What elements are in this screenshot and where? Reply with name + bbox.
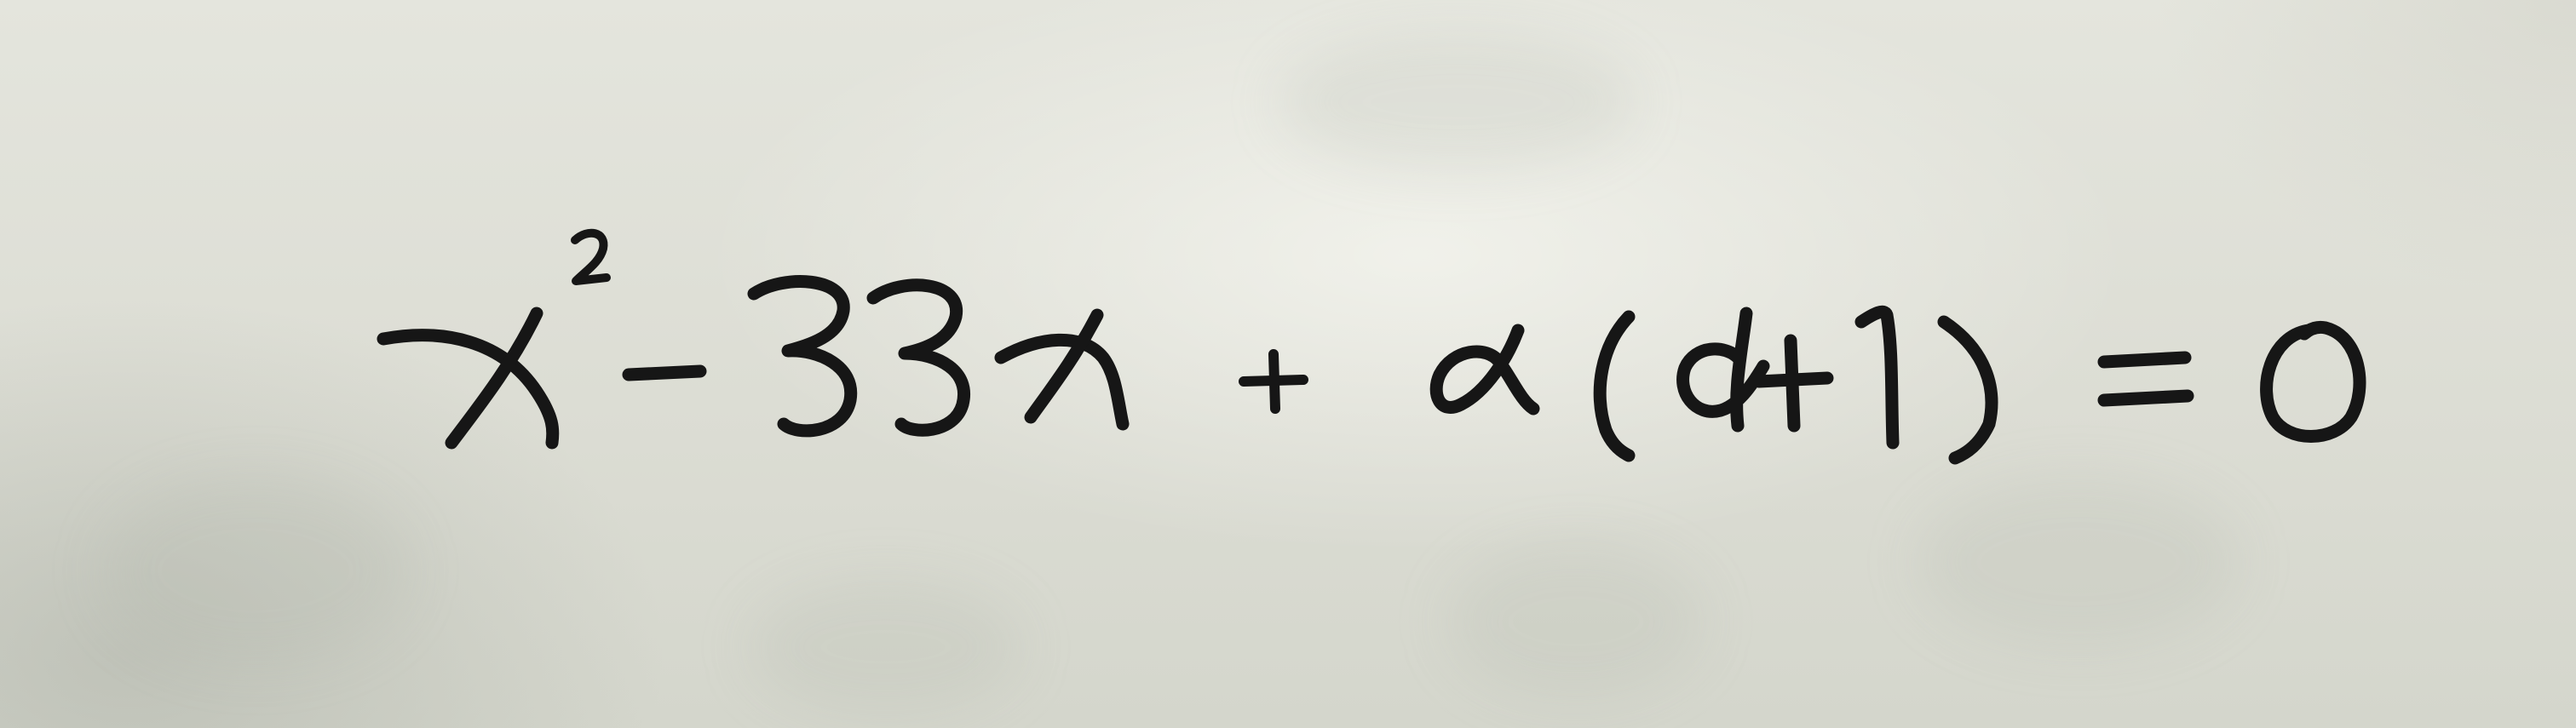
glyph-plus bbox=[1759, 341, 1827, 426]
glyph-x bbox=[1001, 315, 1123, 424]
glyph-superscript-2 bbox=[575, 233, 607, 281]
glyph-zero bbox=[2267, 327, 2360, 436]
glyph-alpha bbox=[1436, 330, 1533, 409]
glyph-three bbox=[754, 282, 851, 431]
glyph-equals bbox=[2104, 358, 2188, 400]
glyph-minus bbox=[629, 371, 700, 375]
glyph-x bbox=[383, 313, 553, 443]
glyph-one bbox=[1861, 312, 1893, 443]
glyph-alpha bbox=[1683, 313, 1763, 426]
glyph-open-paren bbox=[1600, 317, 1629, 456]
glyph-plus bbox=[1244, 354, 1303, 409]
ink-strokes bbox=[383, 233, 2360, 458]
glyph-close-paren bbox=[1944, 322, 1992, 458]
glyph-three bbox=[873, 285, 964, 430]
